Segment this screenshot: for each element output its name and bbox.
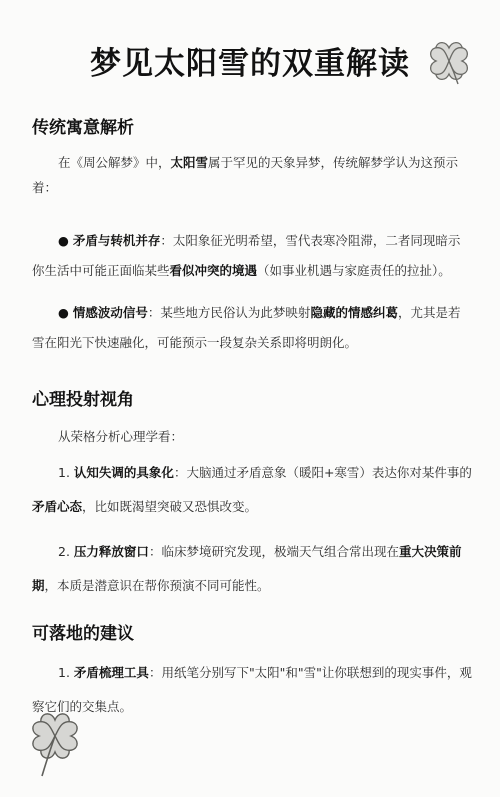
bold-term: 矛盾与转机并存 [72,233,161,248]
text-segment: ，比如既渴望突破又恐惧改变。 [82,499,258,514]
paragraph-intro-traditional [32,150,472,200]
bold-term: 隐藏的情感纠葛 [310,305,398,320]
text-segment: ，尤其是若雪在阳光下快速融化，可能预示一段复杂关系即将明朗化。 [32,305,461,350]
bullet-dot: ● [58,233,69,248]
bold-term: 看似冲突的境遇 [169,263,258,278]
item-number: 1. [58,465,70,480]
bullet-dot: ● [58,305,69,320]
numbered-item-2 [32,535,472,603]
numbered-item-1 [32,456,472,524]
text-segment: ：临床梦境研究发现，极端天气组合常出现在 [148,544,399,559]
text-segment: ：大脑通过矛盾意象（暖阳+寒雪）表达你对某件事的 [173,465,472,480]
bold-term: 认知失调的具象化 [73,465,174,480]
item-number: 1. [58,665,70,680]
bold-term: 压力释放窗口 [73,544,149,559]
numbered-item-advice-1 [32,656,472,724]
paragraph-intro-psych: 从荣格分析心理学看： [58,429,184,444]
section-heading-traditional: 传统寓意解析 [32,118,134,138]
bold-term: 情感波动信号 [72,305,148,320]
bold-term: 矛盾心态 [32,499,83,514]
four-leaf-clover-icon [26,706,84,778]
section-heading-psych: 心理投射视角 [32,390,134,410]
text-segment: ，本质是潜意识在帮你预演不同可能性。 [44,578,270,593]
text-segment: 属于罕见的天象异梦，传统解梦学认为这预示着： [32,155,459,195]
bullet-item-2 [32,298,472,358]
four-leaf-clover-icon [424,36,474,86]
text-segment: ：用纸笔分别写下"太阳"和"雪"让你联想到的现实事件，观察它们的交集点。 [32,665,472,714]
bold-term: 矛盾梳理工具 [73,665,149,680]
section-heading-advice: 可落地的建议 [32,624,134,644]
text-segment: ：某些地方民俗认为此梦映射 [147,305,311,320]
text-segment: ：太阳象征光明希望，雪代表寒冷阻滞，二者同现暗示你生活中可能正面临某些 [32,233,461,278]
bullet-item-1 [32,226,472,286]
text-segment: （如事业机遇与家庭责任的拉扯）。 [257,263,451,278]
bold-term: 重大决策前期 [32,544,462,593]
bold-term: 太阳雪 [170,155,209,170]
text-segment: 在《周公解梦》中， [58,155,171,170]
item-number: 2. [58,544,70,559]
page-title: 梦见太阳雪的双重解读 [90,46,410,82]
